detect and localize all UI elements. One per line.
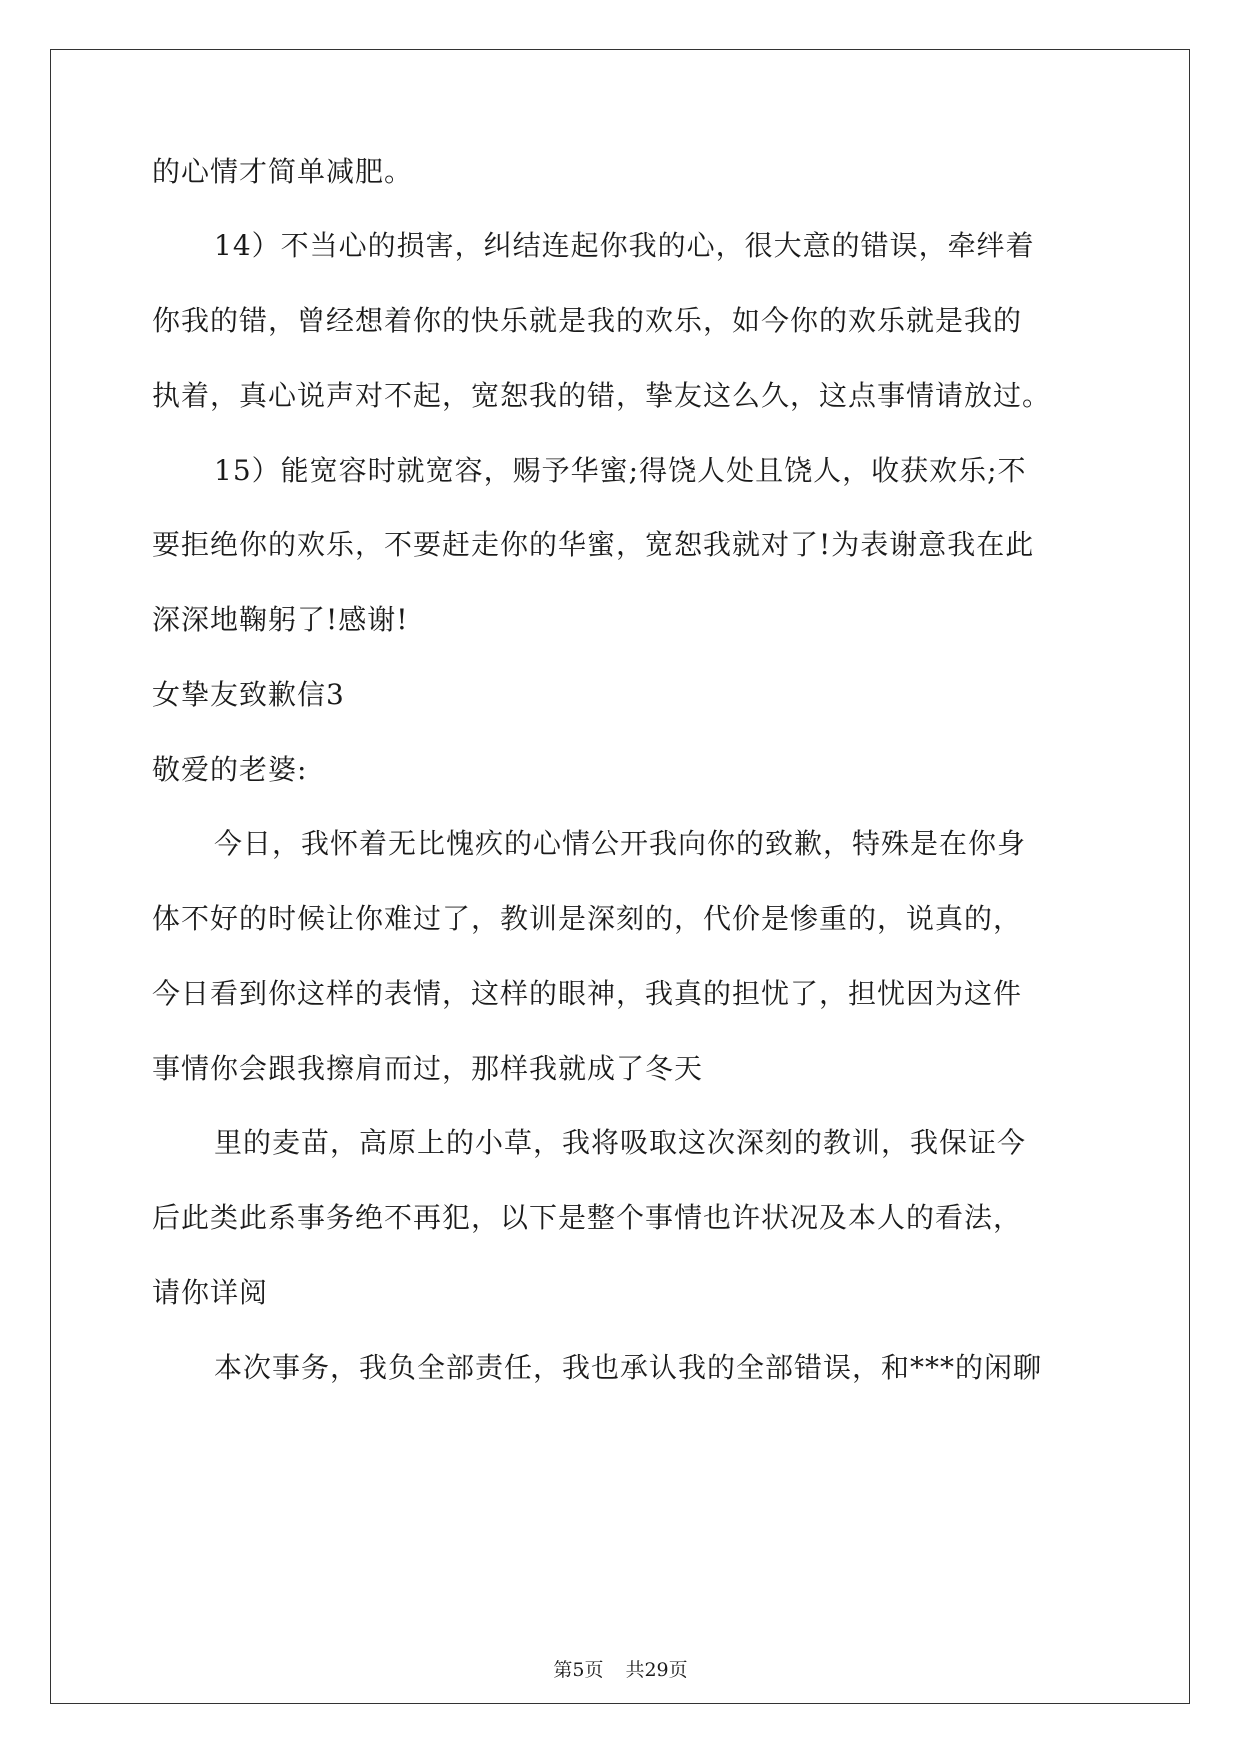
text-line: 里的麦苗，高原上的小草，我将吸取这次深刻的教训，我保证今 [214, 1126, 1027, 1159]
text-line: 深深地鞠躬了!感谢! [152, 603, 409, 636]
text-line: 的心情才简单减肥。 [152, 155, 414, 188]
text-line: 14）不当心的损害，纠结连起你我的心，很大意的错误，牵绊着 [214, 229, 1035, 262]
text-line: 要拒绝你的欢乐，不要赶走你的华蜜，宽恕我就对了!为表谢意我在此 [152, 528, 1035, 561]
page-footer [0, 1658, 1241, 1682]
text-line: 今日，我怀着无比愧疚的心情公开我向你的致歉，特殊是在你身 [214, 827, 1027, 860]
salutation: 敬爱的老婆: [152, 753, 308, 786]
text-line: 15）能宽容时就宽容，赐予华蜜;得饶人处且饶人，收获欢乐;不 [214, 454, 1027, 487]
text-line: 请你详阅 [152, 1276, 269, 1309]
section-heading: 女挚友致歉信3 [152, 678, 345, 711]
page-total: 共29页 [625, 1659, 688, 1681]
page-border [50, 49, 1190, 1704]
text-line: 本次事务，我负全部责任，我也承认我的全部错误，和***的闲聊 [214, 1351, 1043, 1384]
text-line: 事情你会跟我擦肩而过，那样我就成了冬天 [152, 1052, 704, 1085]
text-line: 今日看到你这样的表情，这样的眼神，我真的担忧了，担忧因为这件 [152, 977, 1023, 1010]
text-line: 后此类此系事务绝不再犯，以下是整个事情也许状况及本人的看法， [152, 1201, 1023, 1234]
page-number: 第5页 [553, 1659, 604, 1681]
text-line: 执着，真心说声对不起，宽恕我的错，挚友这么久，这点事情请放过。 [152, 379, 1052, 412]
text-line: 体不好的时候让你难过了，教训是深刻的，代价是惨重的，说真的， [152, 902, 1023, 935]
text-line: 你我的错，曾经想着你的快乐就是我的欢乐，如今你的欢乐就是我的 [152, 304, 1023, 337]
